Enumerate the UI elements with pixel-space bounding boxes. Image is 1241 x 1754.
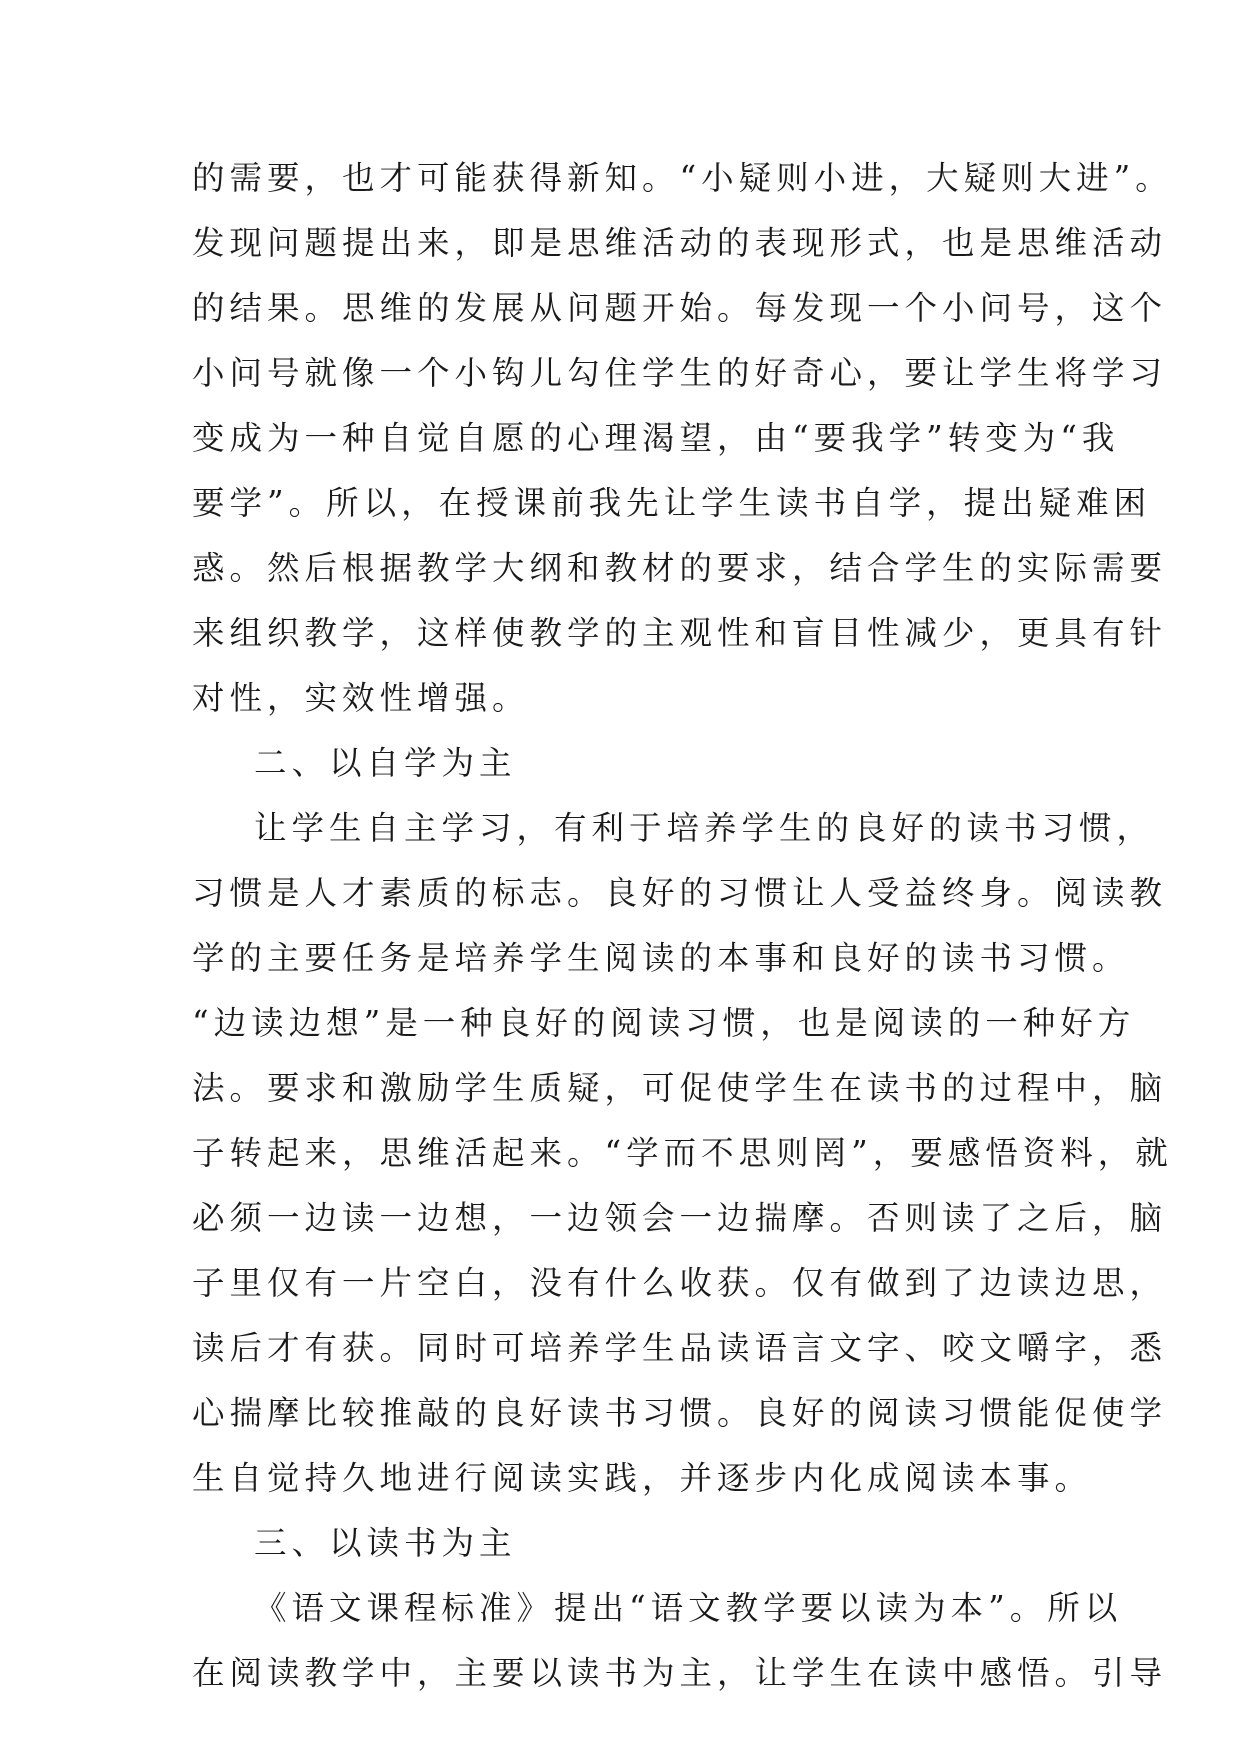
text-line: 子里仅有一片空白，没有什么收获。仅有做到了边读边思，: [192, 1264, 1168, 1302]
text-line: 习惯是人才素质的标志。良好的习惯让人受益终身。阅读教: [192, 874, 1168, 912]
text-line: 《语文课程标准》提出“语文教学要以读为本”。所以: [254, 1589, 1123, 1627]
text-line: 让学生自主学习，有利于培养学生的良好的读书习惯，: [254, 809, 1155, 847]
document-body: [192, 146, 1173, 1706]
text-line: 惑。然后根据教学大纲和教材的要求，结合学生的实际需要: [192, 549, 1168, 587]
text-line: 的需要，也才可能获得新知。“小疑则小进，大疑则大进”。: [192, 159, 1173, 197]
text-line: 对性，实效性增强。: [192, 679, 530, 717]
text-line: 在阅读教学中，主要以读书为主，让学生在读中感悟。引导: [192, 1654, 1168, 1692]
text-line: “边读边想”是一种良好的阅读习惯，也是阅读的一种好方: [192, 1004, 1136, 1042]
text-line: 要学”。所以，在授课前我先让学生读书自学，提出疑难困: [192, 484, 1152, 522]
paragraph: [192, 796, 1173, 1511]
text-line: 读后才有获。同时可培养学生品读语言文字、咬文嚼字，悉: [192, 1329, 1168, 1367]
text-line: 必须一边读一边想，一边领会一边揣摩。否则读了之后，脑: [192, 1199, 1168, 1237]
paragraph-continuation: [192, 146, 1173, 731]
text-line: 子转起来，思维活起来。“学而不思则罔”，要感悟资料，就: [192, 1134, 1173, 1172]
section-heading: 二、以自学为主: [254, 744, 517, 782]
text-line: 心揣摩比较推敲的良好读书习惯。良好的阅读习惯能促使学: [192, 1394, 1168, 1432]
text-line: 生自觉持久地进行阅读实践，并逐步内化成阅读本事。: [192, 1459, 1093, 1497]
text-line: 法。要求和激励学生质疑，可促使学生在读书的过程中，脑: [192, 1069, 1168, 1107]
text-line: 学的主要任务是培养学生阅读的本事和良好的读书习惯。: [192, 939, 1130, 977]
text-line: 变成为一种自觉自愿的心理渴望，由“要我学”转变为“我: [192, 419, 1120, 457]
text-line: 来组织教学，这样使教学的主观性和盲目性减少，更具有针: [192, 614, 1168, 652]
text-line: 小问号就像一个小钩儿勾住学生的好奇心，要让学生将学习: [192, 354, 1168, 392]
text-line: 的结果。思维的发展从问题开始。每发现一个小问号，这个: [192, 289, 1168, 327]
section-heading: 三、以读书为主: [254, 1524, 517, 1562]
text-line: 发现问题提出来，即是思维活动的表现形式，也是思维活动: [192, 224, 1168, 262]
paragraph: [192, 1576, 1168, 1706]
